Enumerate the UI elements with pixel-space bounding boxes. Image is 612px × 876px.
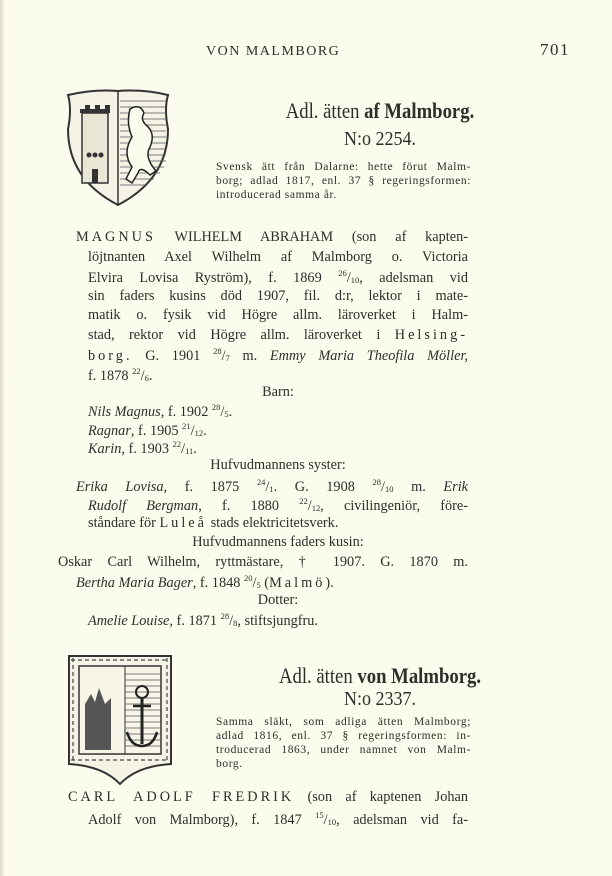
text-segment: f. 1878: [88, 368, 133, 384]
italic-name: Erika Lovisa: [76, 479, 164, 495]
date-fraction-part: 1: [269, 484, 274, 494]
date-fraction-part: 28: [220, 611, 230, 621]
date-fraction-part: 22: [132, 366, 141, 376]
text-segment: Helsing-: [394, 327, 468, 343]
text-segment: , f. 1903: [121, 441, 173, 457]
italic-name: Erik: [443, 479, 469, 495]
date-fraction-part: 12: [311, 503, 321, 513]
text-segment: , adelsman vid fa-: [336, 812, 468, 828]
text-segment: löjtnanten Axel Wilhelm af Malmborg o. Victoria: [88, 249, 468, 265]
body-line: [88, 457, 468, 474]
date-fraction-part: 26: [338, 268, 347, 278]
text-segment: .: [193, 441, 197, 457]
body-line: [88, 346, 468, 365]
text-segment: (: [260, 575, 270, 591]
text-segment: , f. 1875: [163, 479, 257, 495]
entry-description-line: troducerad 1863, under namnet von Malm-: [216, 744, 471, 756]
text-segment: CARL ADOLF FREDRIK: [68, 789, 295, 805]
date-fraction-part: 24: [256, 477, 266, 487]
crest-tower-lion-icon: [64, 89, 172, 207]
text-segment: sin faders kusins död 1907, fil. d:r, lektor i mate-: [88, 288, 468, 304]
text-segment: /: [323, 812, 328, 828]
date-fraction-part: 5: [256, 580, 261, 590]
body-line: [88, 366, 288, 385]
entry-description-line: Samma släkt, som adliga ätten Malmborg;: [216, 716, 471, 728]
text-segment: , civilingeniör, före-: [320, 498, 468, 514]
date-fraction-part: 22: [172, 439, 182, 449]
text-segment: , stiftsjungfru.: [237, 613, 318, 629]
date-fraction-part: 28: [213, 346, 222, 356]
text-segment: /: [140, 368, 145, 384]
date-fraction-part: 28: [372, 477, 381, 487]
title-prefix: Adl. ätten: [285, 98, 360, 123]
body-line: [88, 439, 388, 458]
date-fraction-part: 22: [299, 496, 308, 506]
date-fraction-part: 5: [224, 409, 229, 419]
body-line: [76, 573, 456, 592]
italic-name: Rudolf Bergman: [88, 498, 199, 514]
entry-title: [227, 663, 533, 689]
date-fraction-part: 10: [350, 275, 360, 285]
text-segment: /: [307, 498, 312, 514]
page-number: 701: [540, 40, 570, 59]
text-segment: WILHELM ABRAHAM (son af kapten-: [155, 229, 468, 245]
body-line: [88, 611, 468, 630]
italic-name: Karin: [88, 441, 122, 457]
body-line: [88, 327, 468, 344]
body-line: [88, 249, 468, 266]
entry-description-line: introducerad samma år.: [216, 189, 337, 201]
text-segment: . G. 1908: [273, 479, 373, 495]
text-segment: Luleå: [159, 515, 207, 531]
italic-name: Nils Magnus: [88, 404, 161, 420]
crest-castle-anchor-icon: [67, 654, 173, 786]
text-segment: .: [203, 423, 207, 439]
text-segment: /: [252, 575, 257, 591]
text-segment: Malmö: [269, 575, 326, 591]
text-segment: /: [190, 423, 195, 439]
entry-number: N:o 2254.: [344, 128, 416, 150]
body-line: [68, 789, 468, 806]
date-fraction-part: 10: [384, 484, 394, 494]
date-fraction-part: 6: [144, 373, 149, 383]
text-segment: matik o. fysik vid Högre allm. läroverket i Halm-: [88, 307, 468, 323]
text-segment: /: [381, 479, 385, 495]
body-line: [88, 592, 468, 609]
body-line: [88, 496, 468, 515]
text-segment: Oskar Carl Wilhelm, ryttmästare, † 1907. G. 1870 m.: [58, 554, 468, 570]
page-scan-edge: [0, 0, 5, 876]
body-line: [88, 421, 388, 440]
text-segment: , f. 1880: [198, 498, 300, 514]
title-family-name: af Malmborg.: [364, 98, 475, 123]
text-segment: ).: [325, 575, 334, 591]
text-segment: /: [181, 441, 186, 457]
text-segment: Hufvudmannens syster:: [210, 457, 346, 473]
text-segment: .: [148, 368, 153, 384]
text-segment: , f. 1902: [160, 404, 212, 420]
text-segment: , f. 1871: [169, 613, 221, 629]
body-line: [76, 477, 468, 496]
text-segment: borg.: [88, 348, 133, 364]
italic-name: Bertha Maria Bager: [76, 575, 193, 591]
text-segment: G. 1901: [132, 348, 214, 364]
running-title: VON MALMBORG: [206, 44, 341, 59]
text-segment: /: [346, 270, 351, 286]
date-fraction-part: 11: [185, 446, 194, 456]
text-segment: ståndare för: [88, 515, 160, 531]
text-segment: Dotter:: [257, 592, 299, 608]
italic-name: Emmy Maria Theofila Möller,: [269, 348, 468, 364]
text-segment: (son af kaptenen Johan: [294, 789, 468, 805]
body-line: [88, 268, 468, 287]
entry-title: [227, 98, 533, 124]
entry-description-line: adlad 1816, enl. 37 § regeringsformen: in-: [216, 730, 471, 742]
text-segment: .: [228, 404, 233, 420]
body-line: [88, 534, 468, 551]
body-line: [88, 402, 388, 421]
italic-name: Ragnar: [88, 423, 131, 439]
body-line: [88, 384, 468, 401]
date-fraction-part: 8: [233, 618, 238, 628]
text-segment: m.: [393, 479, 444, 495]
text-segment: Elvira Lovisa Ryström), f. 1869: [88, 270, 339, 286]
body-line: [88, 810, 468, 829]
entry-description-line: borg; adlad 1817, enl. 37 § regeringsformen:: [216, 175, 471, 187]
title-prefix: Adl. ätten: [278, 663, 353, 688]
date-fraction-part: 15: [315, 810, 324, 820]
entry-description-line: Svensk ätt från Dalarne: hette förut Malm-: [216, 161, 471, 173]
body-line: [76, 229, 468, 246]
italic-name: Amelie Louise: [88, 613, 170, 629]
text-segment: , f. 1848: [192, 575, 244, 591]
date-fraction-part: 12: [194, 428, 204, 438]
entry-description-line: borg.: [216, 758, 243, 770]
body-line: [58, 554, 468, 571]
text-segment: Barn:: [262, 384, 294, 400]
body-line: [88, 307, 468, 324]
text-segment: Adolf von Malmborg), f. 1847: [88, 812, 316, 828]
text-segment: /: [221, 348, 226, 364]
date-fraction-part: 21: [182, 421, 191, 431]
date-fraction-part: 20: [243, 573, 253, 583]
entry-number: N:o 2337.: [344, 688, 416, 710]
text-segment: stad, rektor vid Högre allm. läroverket i: [88, 327, 395, 343]
text-segment: m.: [229, 348, 270, 364]
date-fraction-part: 10: [327, 817, 337, 827]
date-fraction-part: 28: [211, 402, 221, 412]
date-fraction-part: 7: [225, 353, 230, 363]
text-segment: , f. 1905: [130, 423, 183, 439]
text-segment: MAGNUS: [76, 229, 156, 245]
text-segment: Hufvudmannens faders kusin:: [192, 534, 364, 550]
body-line: [88, 515, 468, 532]
text-segment: /: [220, 404, 225, 420]
text-segment: stads elektricitetsverk.: [207, 515, 339, 531]
text-segment: , adelsman vid: [359, 270, 468, 286]
text-segment: /: [265, 479, 270, 495]
text-segment: /: [229, 613, 234, 629]
body-line: [88, 288, 468, 305]
title-family-name: von Malmborg.: [357, 663, 482, 688]
